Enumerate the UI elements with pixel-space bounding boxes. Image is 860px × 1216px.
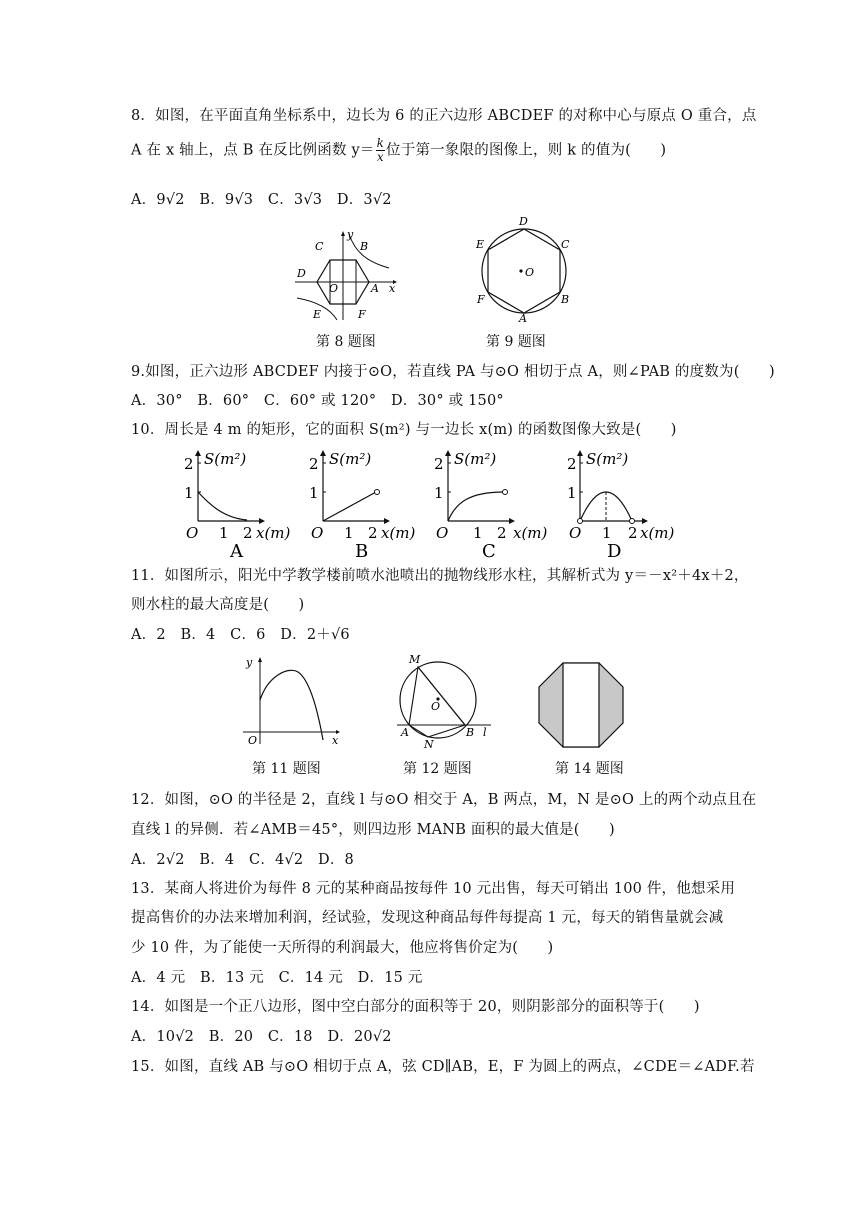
- figure-12-circle: [395, 648, 495, 750]
- q8-stem-line2-post: 位于第一象限的图像上，则 k 的值为( ): [386, 142, 667, 159]
- q10c-ytick-2: 2: [434, 455, 444, 473]
- fig9-label-D: D: [519, 215, 528, 228]
- fig8-label-A: A: [371, 282, 379, 295]
- q10c-ylabel: S(m²): [454, 450, 497, 468]
- q8-stem-line2-pre: A 在 x 轴上，点 B 在反比例函数 y＝: [131, 142, 375, 159]
- fig9-label-C: C: [561, 238, 570, 251]
- figure-14-octagon: [538, 662, 624, 748]
- q10b-xtick-1: 1: [344, 524, 354, 542]
- q10-graph-b: [305, 440, 425, 560]
- q15-stem: 15．如图，直线 AB 与⊙O 相切于点 A，弦 CD∥AB，E，F 为圆上的两点，∠CDE＝∠ADF.若: [131, 1059, 755, 1075]
- q10a-xtick-2: 2: [243, 524, 253, 542]
- q10a-origin: O: [186, 524, 199, 542]
- q10b-option-label: B: [355, 541, 369, 560]
- q9-options: A．30° B．60° C．60° 或 120° D．30° 或 150°: [131, 393, 504, 409]
- fig9-label-A: A: [519, 312, 527, 322]
- fig8-label-C: C: [315, 240, 324, 253]
- fig12-label-M: M: [409, 653, 421, 666]
- q8-options: A．9√2 B．9√3 C．3√3 D．3√2: [131, 192, 392, 208]
- q13-stem-line3: 少 10 件，为了能使一天所得的利润最大，他应将售价定为( ): [131, 940, 554, 956]
- q10a-option-label: A: [230, 541, 243, 560]
- fig8-label-D: D: [297, 267, 306, 280]
- q13-stem-line2: 提高售价的办法来增加利润，经试验，发现这种商品每件每提高 1 元，每天的销售量就会减: [131, 910, 724, 926]
- fig8-label-B: B: [360, 240, 369, 253]
- q12-stem-line2: 直线 l 的异侧．若∠AMB＝45°，则四边形 MANB 面积的最大值是( ): [131, 822, 615, 838]
- fig9-label-F: F: [477, 293, 485, 306]
- fig9-label-O: O: [525, 266, 535, 279]
- q10d-option-label: D: [607, 541, 622, 560]
- q13-options: A．4 元 B．13 元 C．14 元 D．15 元: [131, 970, 423, 986]
- q10-graph-c: [430, 440, 555, 560]
- q12-stem-line1: 12．如图，⊙O 的半径是 2，直线 l 与⊙O 相交于 A，B 两点，M，N 是⊙O 上的两个动点且在: [131, 792, 757, 808]
- fig11-label-O: O: [248, 734, 258, 747]
- q14-stem: 14．如图是一个正八边形，图中空白部分的面积等于 20，则阴影部分的面积等于( ): [131, 999, 700, 1015]
- fig8-label-y: y: [347, 228, 354, 241]
- q10c-xtick-2: 2: [497, 524, 507, 542]
- q10c-option-label: C: [482, 541, 496, 560]
- q10a-xtick-1: 1: [219, 524, 229, 542]
- q14-options: A．10√2 B．20 C．18 D．20√2: [131, 1029, 392, 1045]
- q10d-ylabel: S(m²): [586, 450, 629, 468]
- q10-stem: 10．周长是 4 m 的矩形，它的面积 S(m²) 与一边长 x(m) 的函数图像大致是( ): [131, 422, 677, 438]
- figure-11-parabola: [240, 652, 345, 747]
- figure-9-caption: 第 9 题图: [486, 334, 546, 350]
- q10b-xlabel: x(m): [381, 524, 416, 542]
- figure-11-caption: 第 11 题图: [252, 761, 321, 777]
- fig12-label-A: A: [401, 726, 409, 739]
- q10c-xlabel: x(m): [513, 524, 548, 542]
- fig11-label-x: x: [332, 734, 339, 747]
- fig11-label-y: y: [246, 656, 253, 669]
- q10-graph-d: [565, 440, 685, 560]
- fig12-label-N: N: [424, 738, 434, 750]
- q8-stem-line1: 8．如图，在平面直角坐标系中，边长为 6 的正六边形 ABCDEF 的对称中心与原点 O 重合，点: [131, 108, 757, 124]
- q10a-xlabel: x(m): [256, 524, 291, 542]
- q11-stem-line1: 11．如图所示，阳光中学教学楼前喷水池喷出的抛物线形水柱，其解析式为 y＝－x²＋4x＋2，: [131, 568, 749, 584]
- figure-9-inscribed-hexagon: [472, 212, 577, 322]
- q10c-origin: O: [436, 524, 449, 542]
- q10a-ytick-2: 2: [184, 455, 194, 473]
- q10d-ytick-1: 1: [567, 484, 577, 502]
- q10b-ytick-1: 1: [309, 484, 319, 502]
- fig8-label-E: E: [313, 308, 322, 321]
- q10b-origin: O: [311, 524, 324, 542]
- fig9-label-E: E: [476, 238, 485, 251]
- q10b-ylabel: S(m²): [329, 450, 372, 468]
- q9-stem: 9.如图，正六边形 ABCDEF 内接于⊙O，若直线 PA 与⊙O 相切于点 A，则∠PAB 的度数为( ): [131, 364, 775, 380]
- q10d-xlabel: x(m): [640, 524, 675, 542]
- q10b-xtick-2: 2: [368, 524, 378, 542]
- fig12-label-l: l: [483, 726, 487, 739]
- fig12-label-O: O: [431, 700, 441, 713]
- figure-8-hexagon-coordinate: [285, 228, 400, 323]
- q10d-xtick-2: 2: [628, 524, 638, 542]
- q10b-ytick-2: 2: [309, 455, 319, 473]
- q10d-origin: O: [569, 524, 582, 542]
- q10c-ytick-1: 1: [434, 484, 444, 502]
- fig8-label-F: F: [358, 308, 366, 321]
- q10d-xtick-1: 1: [602, 524, 612, 542]
- q10-graph-a: [180, 440, 300, 560]
- q10d-ytick-2: 2: [567, 455, 577, 473]
- fig8-label-x: x: [389, 282, 396, 295]
- q11-stem-line2: 则水柱的最大高度是( ): [131, 597, 305, 613]
- fig8-label-O: O: [329, 282, 339, 295]
- q10a-ytick-1: 1: [184, 484, 194, 502]
- q8-stem-line2: [131, 137, 666, 164]
- fraction-k-over-x: $\frac{k}{x}$: [376, 136, 385, 164]
- q11-options: A．2 B．4 C．6 D．2＋√6: [131, 627, 350, 643]
- figure-8-caption: 第 8 题图: [316, 334, 376, 350]
- figure-12-caption: 第 12 题图: [403, 761, 472, 777]
- q10c-xtick-1: 1: [473, 524, 483, 542]
- q12-options: A．2√2 B．4 C．4√2 D．8: [131, 852, 354, 868]
- figure-14-caption: 第 14 题图: [555, 761, 624, 777]
- fig12-label-B: B: [466, 726, 475, 739]
- q13-stem-line1: 13．某商人将进价为每件 8 元的某种商品按每件 10 元出售，每天可销出 100 件，他想采用: [131, 881, 736, 897]
- fig9-label-B: B: [561, 293, 570, 306]
- q10a-ylabel: S(m²): [204, 450, 247, 468]
